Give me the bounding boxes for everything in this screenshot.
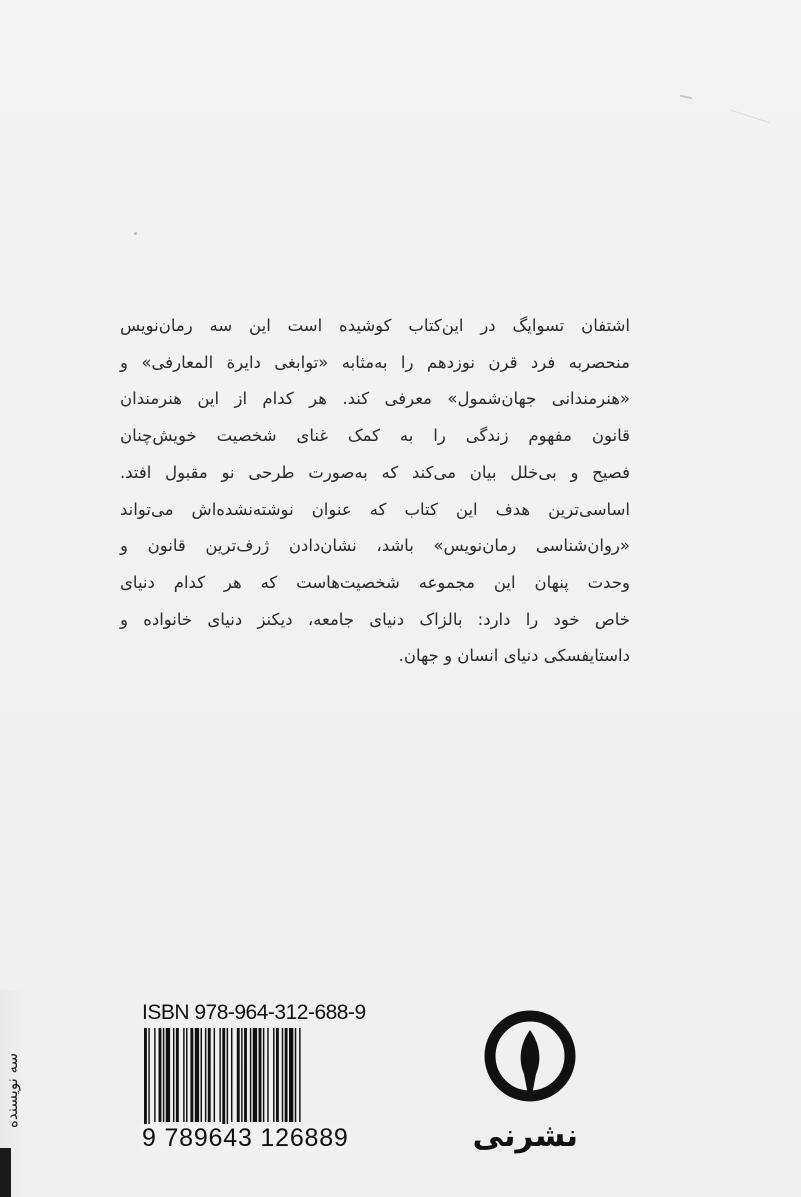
blurb-line: «هنرمندانی جهان‌شمول» معرفی کند. هر کدام از این هنرمندان xyxy=(120,389,630,409)
publisher-name: نشرنی xyxy=(472,1118,578,1154)
nashr-e-ney-logo-icon xyxy=(482,1004,582,1112)
barcode-bar xyxy=(237,1028,240,1122)
barcode-bar xyxy=(144,1028,147,1132)
barcode-bar xyxy=(273,1028,274,1122)
barcode-bar xyxy=(208,1028,211,1122)
blurb-line: خاص خود را دارد: بالزاک دنیای جامعه، دیکنز دنیای خانواده و xyxy=(120,609,630,629)
barcode-bar xyxy=(227,1028,228,1132)
barcode-bar xyxy=(250,1028,251,1122)
isbn-label: ISBN 978-964-312-688-9 xyxy=(142,1001,366,1024)
barcode-bar xyxy=(253,1028,257,1122)
barcode-bar xyxy=(159,1028,162,1122)
blurb-line: داستایفسکی دنیای انسان و جهان. xyxy=(398,646,630,666)
barcode-bar xyxy=(186,1028,187,1122)
barcode-bar xyxy=(282,1028,283,1122)
blurb-text xyxy=(120,308,630,675)
barcode-bar xyxy=(263,1028,264,1122)
barcode-bars xyxy=(140,1028,352,1132)
barcode-bar xyxy=(195,1028,199,1122)
barcode-bar xyxy=(163,1028,164,1122)
barcode-bar xyxy=(176,1028,179,1122)
barcode-bar xyxy=(241,1028,242,1122)
spine-text: سه نویسنده xyxy=(3,1052,21,1128)
barcode-bar xyxy=(214,1028,215,1122)
blurb-line: اشتفان تسوایگ در این‌کتاب کوشیده است این سه رمان‌نویس xyxy=(120,316,630,335)
barcode-bar xyxy=(259,1028,262,1122)
blurb-line: «روان‌شناسی رمان‌نویس» باشد، نشان‌دادن ژرف‌ترین قانون و xyxy=(120,536,630,556)
blurb-line: منحصربه فرد قرن نوزدهم را به‌مثابه «توابغی دایرة المعارفی» و xyxy=(120,352,630,372)
barcode-bar xyxy=(289,1028,293,1122)
barcode xyxy=(140,1028,352,1132)
blurb-line: قانون مفهوم زندگی را به کمک غنای شخصیت خویش‌چنان xyxy=(120,426,630,446)
barcode-bar xyxy=(148,1028,149,1132)
barcode-bar xyxy=(244,1028,247,1122)
barcode-bar xyxy=(231,1028,232,1122)
barcode-digits: 9 789643 126889 xyxy=(142,1124,349,1152)
spine-dark-edge xyxy=(0,1148,11,1197)
blurb-line: فصیح و بی‌خلل بیان می‌کند که به‌صورت طرحی نو مقبول افتد. xyxy=(120,462,630,482)
paper-speck xyxy=(731,110,769,123)
paper-speck xyxy=(680,95,692,99)
barcode-bar xyxy=(267,1028,268,1122)
barcode-bar xyxy=(219,1028,220,1122)
barcode-bar xyxy=(190,1028,193,1122)
barcode-bar xyxy=(201,1028,202,1122)
paper-speck xyxy=(134,232,137,235)
blurb-line: وحدت پنهان این مجموعه شخصیت‌هاست که هر کدام دنیای xyxy=(120,572,630,592)
barcode-bar xyxy=(173,1028,174,1122)
barcode-bar xyxy=(285,1028,288,1122)
barcode-bar xyxy=(205,1028,206,1122)
barcode-bar xyxy=(154,1028,155,1122)
barcode-bar xyxy=(183,1028,184,1122)
barcode-bar xyxy=(299,1028,300,1122)
barcode-bar xyxy=(166,1028,170,1122)
barcode-bar xyxy=(295,1028,296,1122)
barcode-bar xyxy=(276,1028,279,1122)
blurb-line: اساسی‌ترین هدف این کتاب که عنوان نوشته‌نشده‌اش می‌تواند xyxy=(120,499,630,519)
barcode-bar xyxy=(222,1028,225,1132)
